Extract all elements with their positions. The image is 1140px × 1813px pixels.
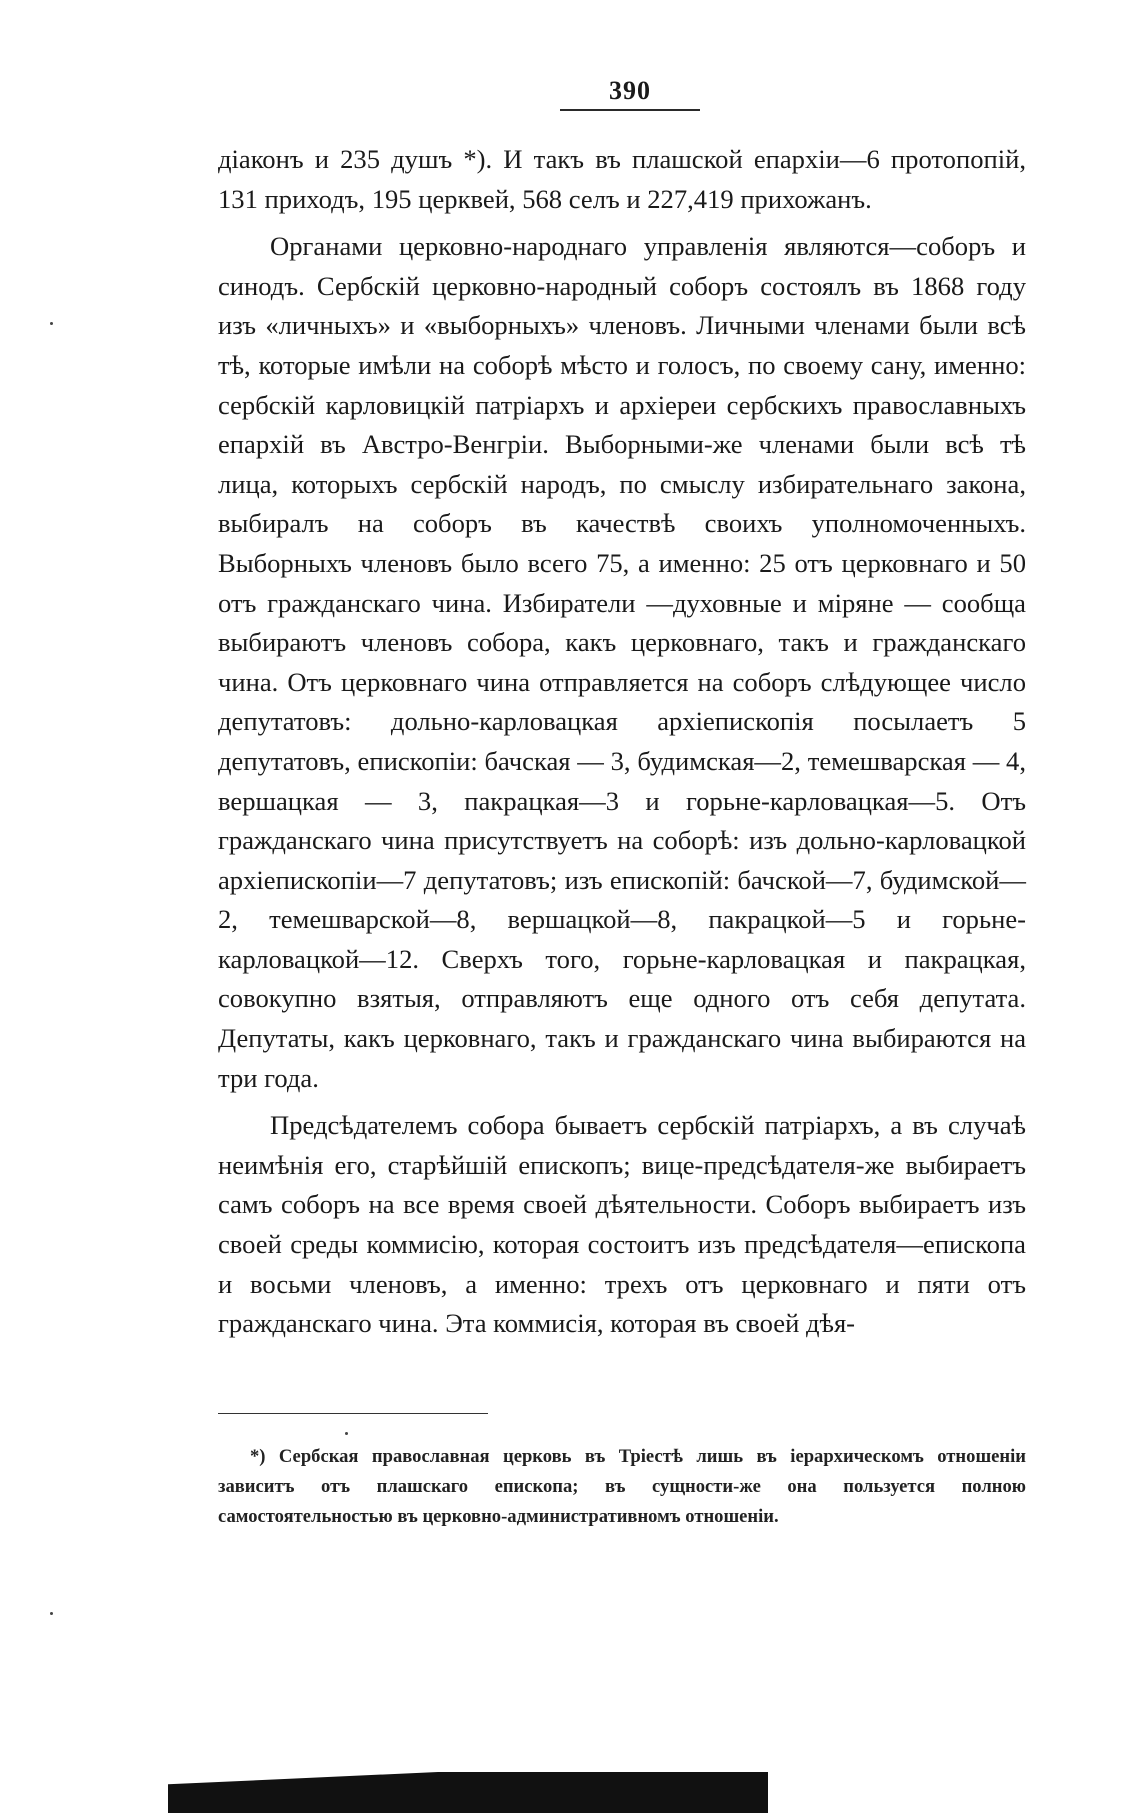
scan-speck [50, 322, 53, 325]
scan-speck [345, 1432, 348, 1435]
footnote-rule [218, 1413, 488, 1414]
scan-speck [50, 1612, 53, 1615]
main-text [218, 140, 1026, 1344]
paragraph-2: Органами церковно-народнаго управленія являются—соборъ и синодъ. Сербскій церковно-народный соборъ состоялъ въ 1868 году изъ «личныхъ» и «выборныхъ» членовъ. Личными членами были всѣ тѣ, которые имѣли на соборѣ мѣсто и голосъ, по своему сану, именно: сербскій карловицкій патріархъ и архіереи сербскихъ православныхъ епархій въ Австро-Венгріи. Выборными-же членами были всѣ тѣ лица, которыхъ сербскій народъ, по смыслу избирательнаго закона, выбиралъ на соборъ въ качествѣ своихъ уполномоченныхъ. Выборныхъ членовъ было всего 75, а именно: 25 отъ церковнаго и 50 отъ гражданскаго чина. Избиратели —духовные и міряне — сообща выбираютъ членовъ собора, какъ церковнаго, такъ и гражданскаго чина. Отъ церковнаго чина отправляется на соборъ слѣдующее число депутатовъ: дольно-карловацкая архіепископія посылаетъ 5 депутатовъ, епископіи: бачская — 3, будимская—2, темешварская — 4, вершацкая — 3, пакрацкая—3 и горьне-карловацкая—5. Отъ гражданскаго чина присутствуетъ на соборѣ: изъ дольно-карловацкой архіепископіи—7 депутатовъ; изъ епископій: бачской—7, будимской—2, темешварской—8, вершацкой—8, пакрацкой—5 и горьне-карловацкой—12. Сверхъ того, горьне-карловацкая и пакрацкая, совокупно взятыя, отправляютъ еще одного отъ себя депутата. Депутаты, какъ церковнаго, такъ и гражданскаго чина выбираются на три года. [218, 231, 1026, 1093]
scan-edge-shadow [168, 1772, 768, 1813]
footnote-text: *) Сербская православная церковь въ Тріестѣ лишь въ іерархическомъ отношеніи зависитъ отъ плашскаго епископа; въ сущности-же она пользуется полною самостоятельностью въ церковно-административномъ отношеніи. [218, 1446, 1026, 1527]
paragraph-1: діаконъ и 235 душъ *). И такъ въ плашской епархіи—6 протопопій, 131 приходъ, 195 церквей, 568 селъ и 227,419 прихожанъ. [218, 144, 1026, 214]
header-rule [560, 109, 700, 111]
footnote [218, 1442, 1026, 1532]
page-number: 390 [609, 76, 651, 105]
paragraph-3: Предсѣдателемъ собора бываетъ сербскій патріархъ, а въ случаѣ неимѣнія его, старѣйшій епископъ; вице-предсѣдателя-же выбираетъ самъ соборъ на все время своей дѣятельности. Соборъ выбираетъ изъ своей среды коммисію, которая состоитъ изъ предсѣдателя—епископа и восьми членовъ, а именно: трехъ отъ церковнаго и пяти отъ гражданскаго чина. Эта коммисія, которая въ своей дѣя- [218, 1110, 1026, 1339]
